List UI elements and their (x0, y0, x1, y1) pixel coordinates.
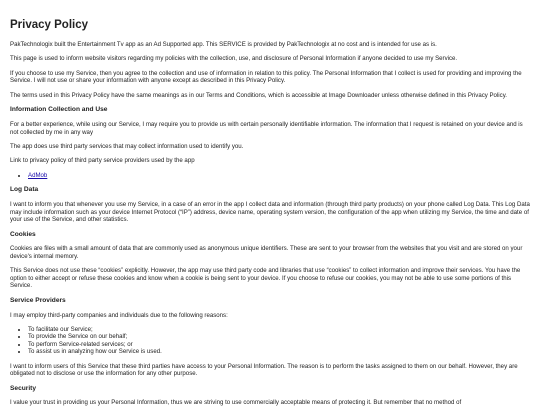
list-item (28, 172, 530, 179)
cookies-paragraph-1: Cookies are files with a small amount of data that are commonly used as anonymous unique identifiers. These are sent to your browser from the websites that you visit and are stored on your device's internal memory. (10, 245, 523, 260)
service-providers-reasons-list (10, 326, 530, 356)
intro-paragraph-1: PakTechnologix built the Entertainment Tv app as an Ad Supported app. This SERVICE is provided by PakTechnologix at no cost and is intended for use as is. (10, 41, 437, 48)
admob-link[interactable]: AdMob (28, 171, 48, 179)
intro-paragraph-2: This page is used to inform website visitors regarding my policies with the collection, use, and disclosure of Personal Information if anyone decided to use my Service. (10, 55, 458, 63)
section-heading-service-providers: Service Providers (10, 296, 66, 304)
third-party-links-list (10, 172, 530, 179)
cookies-paragraph-2: This Service does not use these “cookies” explicitly. However, the app may use third party code and libraries that use “cookies” to collect information and improve their services. You have the option to either accept or refuse these cookies and know when a cookie is being sent to your device. If you choose to refuse our cookies, you may not be able to use some portions of this Service. (10, 267, 521, 290)
list-item: • To perform Service-related services; or (28, 341, 530, 348)
service-providers-paragraph-2: I want to inform users of this Service that these third parties have access to your Personal Information. The reason is to perform the tasks assigned to them on our behalf. However, they are obligated not to disclose or use the information for any other purpose. (10, 362, 518, 378)
list-item: • To provide the Service on our behalf; (28, 333, 530, 340)
log-data-paragraph: I want to inform you that whenever you use my Service, in a case of an error in the app I collect data and information (through third party products) on your phone called Log Data. This Log Data may include information such as your device Internet Protocol (“IP”) address, device name, operating system version, the configuration of the app when utilizing my Service, the time and date of your use of the Service, and other statistics. (10, 200, 530, 224)
section-heading-security: Security (10, 384, 37, 392)
section-heading-cookies: Cookies (10, 230, 36, 238)
service-providers-paragraph-1: I may employ third-party companies and individuals due to the following reasons: (10, 311, 228, 319)
info-collection-paragraph-2: The app does use third party services that may collect information used to identify you. (10, 142, 244, 150)
info-collection-paragraph-1: For a better experience, while using our Service, I may require you to provide us with certain personally identifiable information. The information that I request is retained on your device and is not collected by me in any way (10, 120, 523, 136)
section-heading-log-data: Log Data (10, 186, 39, 194)
section-heading-info-collection: Information Collection and Use (10, 106, 108, 114)
intro-paragraph-3: If you choose to use my Service, then you agree to the collection and use of information in relation to this policy. The Personal Information that I collect is used for providing and improving the Service. I will not use or share your information with anyone except as described in this Privacy Policy. (10, 69, 522, 85)
info-collection-paragraph-3: Link to privacy policy of third party service providers used by the app (10, 157, 195, 165)
intro-paragraph-4: The terms used in this Privacy Policy have the same meanings as in our Terms and Conditions, which is accessible at Image Downloader unless otherwise defined in this Privacy Policy. (10, 91, 507, 99)
list-item: • To assist us in analyzing how our Service is used. (28, 348, 530, 355)
list-item: • To facilitate our Service; (28, 326, 530, 333)
page-title: Privacy Policy (10, 19, 88, 31)
security-paragraph: I value your trust in providing us your Personal Information, thus we are striving to use commercially acceptable means of protecting it. But remember that no method of (10, 399, 462, 407)
